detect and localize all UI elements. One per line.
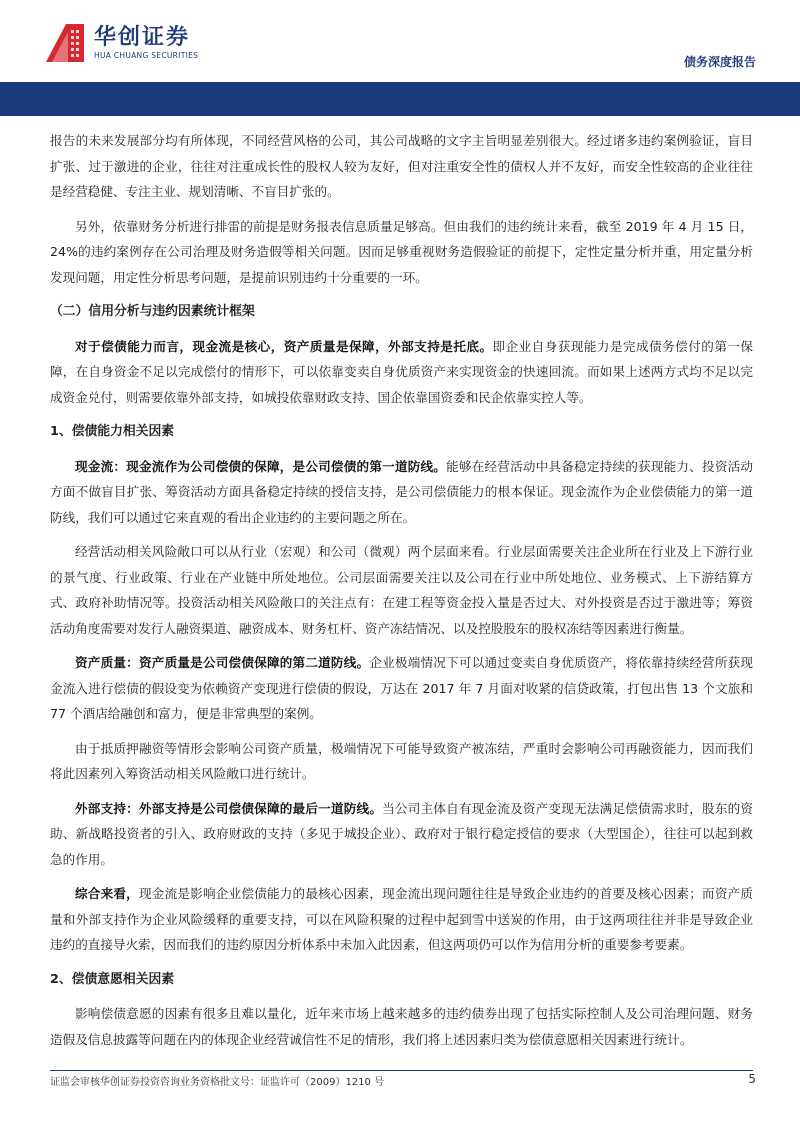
paragraph: 另外，依靠财务分析进行排雷的前提是财务报表信息质量足够高。但由我们的违约统计来看，截至 2019 年 4 月 15 日，24%的违约案例存在公司治理及财务造假等相关问题。因而足够重视财务造假验证的前提下，定性定量分析并重，用定量分析发现问题，用定性分析思考问题，是提前识别违约十分重要的一环。: [50, 218, 753, 285]
page-header: [0, 0, 800, 80]
license-statement: 证监会审核华创证券投资咨询业务资格批文号：证监许可（2009）1210 号: [50, 1077, 385, 1088]
section-heading: （二）信用分析与违约因素统计框架: [50, 304, 255, 319]
paragraph: [50, 881, 753, 958]
paragraph: 由于抵质押融资等情形会影响公司资产质量，极端情况下可能导致资产被冻结，严重时会影响公司再融资能力，因而我们将此因素列入筹资活动相关风险敞口进行统计。: [50, 740, 753, 781]
paragraph: [50, 334, 753, 411]
logo-name-cn: 华创证券: [94, 24, 191, 50]
paragraph: [50, 796, 753, 873]
bold-lead: 资产质量：资产质量是公司偿债保障的第二道防线。: [75, 655, 370, 670]
bold-lead: 现金流：现金流作为公司偿债的保障，是公司偿债的第一道防线。: [75, 458, 447, 474]
logo-mark-icon: [44, 22, 86, 64]
paragraph: [50, 650, 753, 727]
subsection-heading: 1、偿债能力相关因素: [50, 424, 175, 439]
paragraph: 影响偿债意愿的因素有很多且难以量化，近年来市场上越来越多的违约债券出现了包括实际控制人及公司治理问题、财务造假及信息披露等问题在内的体现企业经营诚信性不足的情形，我们将上述因素归类为偿债意愿相关因素进行统计。: [50, 1006, 753, 1047]
subsection-heading: 2、偿债意愿相关因素: [50, 971, 175, 987]
paragraph-text: 企业极端情况下可以通过变卖自身优质资产，将依靠持续经营所获现金流入进行偿债的假设变为依赖资产变现进行偿债的假设，万达在 2017 年 7 月面对收紧的信贷政策，打包出售 13 个文旅和 77 个酒店给融创和富力，便是非常典型的案例。: [50, 655, 754, 721]
bold-lead: 外部支持：外部支持是公司偿债保障的最后一道防线。: [75, 800, 383, 816]
paragraph: 经营活动相关风险敞口可以从行业（宏观）和公司（微观）两个层面来看。行业层面需要关注企业所在行业及上下游行业的景气度、行业政策、行业在产业链中所处地位。公司层面需要关注以及公司在行业中所处地位、业务模式、上下游结算方式、政府补助情况等。投资活动相关风险敞口的关注点有：在建工程等资金投入量是否过大、对外投资是否过于激进等；筹资活动角度需要对发行人融资渠道、融资成本、财务杠杆、资产冻结情况、以及控股股东的股权冻结等因素进行衡量。: [50, 544, 753, 636]
logo-name-en: HUA CHUANG SECURITIES: [94, 50, 199, 60]
report-body: [50, 128, 753, 1061]
paragraph-text: 当公司主体自有现金流及资产变现无法满足偿债需求时，股东的资助、新战略投资者的引入、政府财政的支持（多见于城投企业）、政府对于银行稳定授信的要求（大型国企），往往可以起到救急的作用。: [50, 800, 754, 867]
paragraph-text: 现金流是影响企业偿债能力的最核心因素，现金流出现问题往往是导致企业违约的首要及核心因素；而资产质量和外部支持作为企业风险缓释的重要支持，可以在风险积聚的过程中起到雪中送炭的作用，由于这两项往往并非是导致企业违约的直接导火索，因而我们的违约原因分析体系中未加入此因素，但这两项仍可以作为信用分析的重要参考要素。: [50, 886, 754, 952]
paragraph-text: 即企业自身获现能力是完成债务偿付的第一保障，在自身资金不足以完成偿付的情形下，可以依靠变卖自身优质资产来实现资金的快速回流。而如果上述两方式均不足以完成资金兑付，则需要依靠外部支持，如城投依靠财政支持、国企依靠国资委和民企依靠实控人等。: [50, 338, 754, 405]
paragraph: 报告的未来发展部分均有所体现，不同经营风格的公司，其公司战略的文字主旨明显差别很大。经过诸多违约案例验证，盲目扩张、过于激进的企业，往往对注重成长性的股权人较为友好，但对注重安全性的债权人并不友好，而安全性较高的企业往往是经营稳健、专注主业、规划清晰、不盲目扩张的。: [50, 133, 753, 199]
header-band: [0, 82, 800, 116]
paragraph-text: 能够在经营活动中具备稳定持续的获现能力、投资活动方面不做盲目扩张、筹资活动方面具备稳定持续的授信支持，是公司偿债能力的根本保证。现金流作为企业偿债能力的第一道防线，我们可以通过它来直观的看出企业违约的主要问题之所在。: [50, 458, 754, 525]
page-number: 5: [748, 1072, 756, 1086]
bold-lead: 综合来看，: [75, 886, 139, 901]
company-logo: [44, 22, 198, 64]
footer-divider: [50, 1070, 753, 1071]
report-type-label: 债务深度报告: [683, 55, 756, 69]
bold-lead: 对于偿债能力而言，现金流是核心，资产质量是保障，外部支持是托底。: [75, 338, 493, 354]
paragraph: [50, 454, 753, 531]
